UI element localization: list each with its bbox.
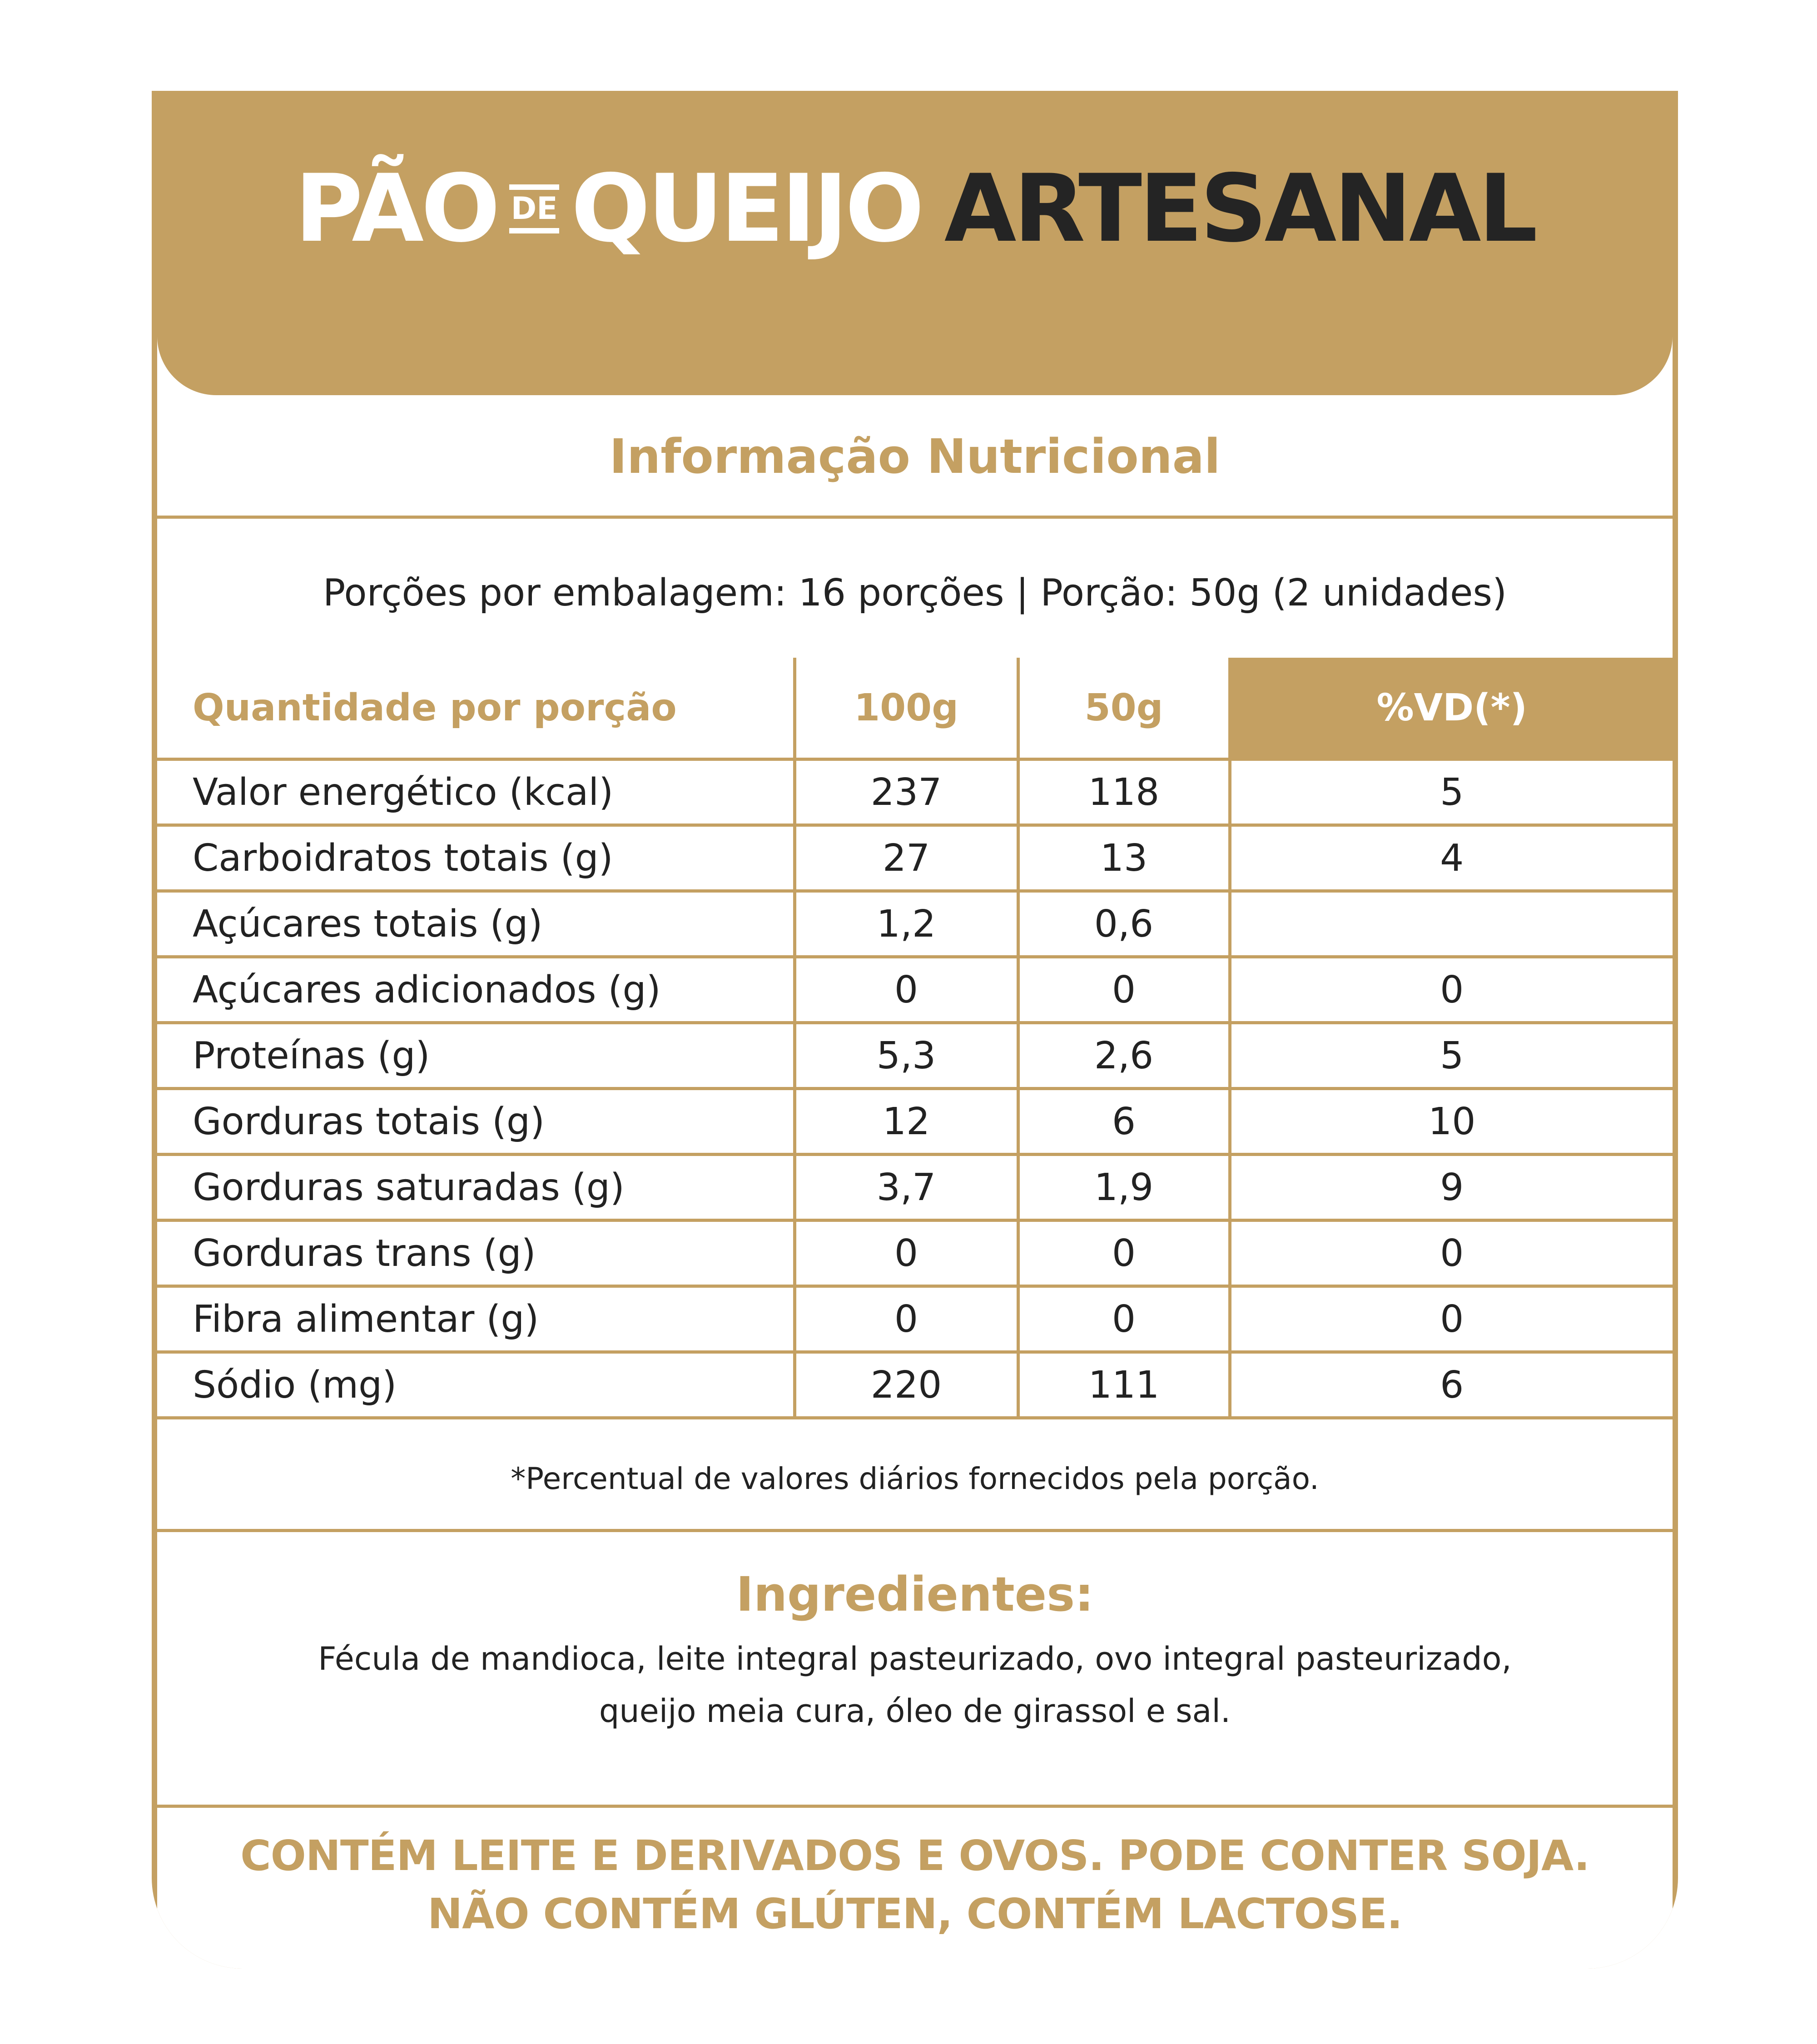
row-value-100g: 0 xyxy=(794,1286,1018,1352)
row-value-vd: 5 xyxy=(1230,759,1673,825)
nutrition-table xyxy=(157,658,1673,1419)
info-title: Informação Nutricional xyxy=(609,429,1221,484)
label-panel xyxy=(157,304,1673,1969)
table-row xyxy=(157,1023,1673,1089)
header-vd: %VD(*) xyxy=(1230,658,1673,759)
row-value-vd: 0 xyxy=(1230,1286,1673,1352)
row-value-vd: 10 xyxy=(1230,1089,1673,1155)
row-value-100g: 0 xyxy=(794,957,1018,1023)
allergen-warning xyxy=(157,1817,1673,1953)
row-label: Sódio (mg) xyxy=(157,1352,794,1418)
row-value-50g: 1,9 xyxy=(1018,1155,1230,1220)
divider xyxy=(157,1805,1673,1808)
row-value-vd: 5 xyxy=(1230,1023,1673,1089)
row-value-vd: 0 xyxy=(1230,957,1673,1023)
table-row xyxy=(157,1286,1673,1352)
row-label: Gorduras saturadas (g) xyxy=(157,1155,794,1220)
row-value-50g: 0 xyxy=(1018,957,1230,1023)
header-50g: 50g xyxy=(1018,658,1230,759)
row-label: Gorduras trans (g) xyxy=(157,1220,794,1286)
row-value-50g: 13 xyxy=(1018,825,1230,891)
row-value-100g: 3,7 xyxy=(794,1155,1018,1220)
row-label: Açúcares adicionados (g) xyxy=(157,957,794,1023)
row-value-50g: 118 xyxy=(1018,759,1230,825)
ingredients-text xyxy=(157,1631,1673,1740)
row-value-100g: 27 xyxy=(794,825,1018,891)
brand-word-queijo: QUEIJO xyxy=(571,154,922,263)
table-row xyxy=(157,1089,1673,1155)
divider xyxy=(157,516,1673,519)
row-value-100g: 0 xyxy=(794,1220,1018,1286)
table-row xyxy=(157,1352,1673,1418)
ingredients-line-2: queijo meia cura, óleo de girassol e sal. xyxy=(599,1692,1231,1730)
brand-word-de: DE xyxy=(509,179,559,238)
row-label: Açúcares totais (g) xyxy=(157,891,794,957)
row-value-vd xyxy=(1230,891,1673,957)
allergen-line-1: CONTÉM LEITE E DERIVADOS E OVOS. PODE CONTER SOJA. xyxy=(240,1831,1589,1880)
footnote: *Percentual de valores diários fornecidos pela porção. xyxy=(511,1461,1319,1496)
row-value-50g: 0 xyxy=(1018,1220,1230,1286)
row-value-100g: 5,3 xyxy=(794,1023,1018,1089)
row-label: Fibra alimentar (g) xyxy=(157,1286,794,1352)
table-row xyxy=(157,957,1673,1023)
portions-text: Porções por embalagem: 16 porções | Porção: 50g (2 unidades) xyxy=(323,571,1507,615)
table-row xyxy=(157,1155,1673,1220)
ingredients-line-1: Fécula de mandioca, leite integral pasteurizado, ovo integral pasteurizado, xyxy=(318,1640,1512,1677)
row-value-50g: 6 xyxy=(1018,1089,1230,1155)
row-value-vd: 0 xyxy=(1230,1220,1673,1286)
ingredients-title: Ingredientes: xyxy=(736,1567,1094,1622)
table-row xyxy=(157,759,1673,825)
row-value-vd: 4 xyxy=(1230,825,1673,891)
table-row xyxy=(157,891,1673,957)
brand-logo xyxy=(152,145,1678,273)
row-value-100g: 220 xyxy=(794,1352,1018,1418)
row-value-100g: 12 xyxy=(794,1089,1018,1155)
nutrition-label-card xyxy=(152,91,1678,1969)
row-value-50g: 111 xyxy=(1018,1352,1230,1418)
row-label: Proteínas (g) xyxy=(157,1023,794,1089)
row-label: Gorduras totais (g) xyxy=(157,1089,794,1155)
brand-word-artesanal: ARTESANAL xyxy=(944,154,1535,263)
table-header-row xyxy=(157,658,1673,759)
divider xyxy=(157,1529,1673,1532)
row-value-100g: 237 xyxy=(794,759,1018,825)
row-label: Carboidratos totais (g) xyxy=(157,825,794,891)
header-curve xyxy=(157,304,1673,395)
allergen-line-2: NÃO CONTÉM GLÚTEN, CONTÉM LACTOSE. xyxy=(427,1890,1402,1938)
row-value-50g: 2,6 xyxy=(1018,1023,1230,1089)
row-value-vd: 9 xyxy=(1230,1155,1673,1220)
brand-word-pao: PÃO xyxy=(294,154,498,263)
row-label: Valor energético (kcal) xyxy=(157,759,794,825)
row-value-100g: 1,2 xyxy=(794,891,1018,957)
row-value-50g: 0,6 xyxy=(1018,891,1230,957)
row-value-vd: 6 xyxy=(1230,1352,1673,1418)
header-quantity: Quantidade por porção xyxy=(157,658,794,759)
table-row xyxy=(157,1220,1673,1286)
table-row xyxy=(157,825,1673,891)
row-value-50g: 0 xyxy=(1018,1286,1230,1352)
header-100g: 100g xyxy=(794,658,1018,759)
